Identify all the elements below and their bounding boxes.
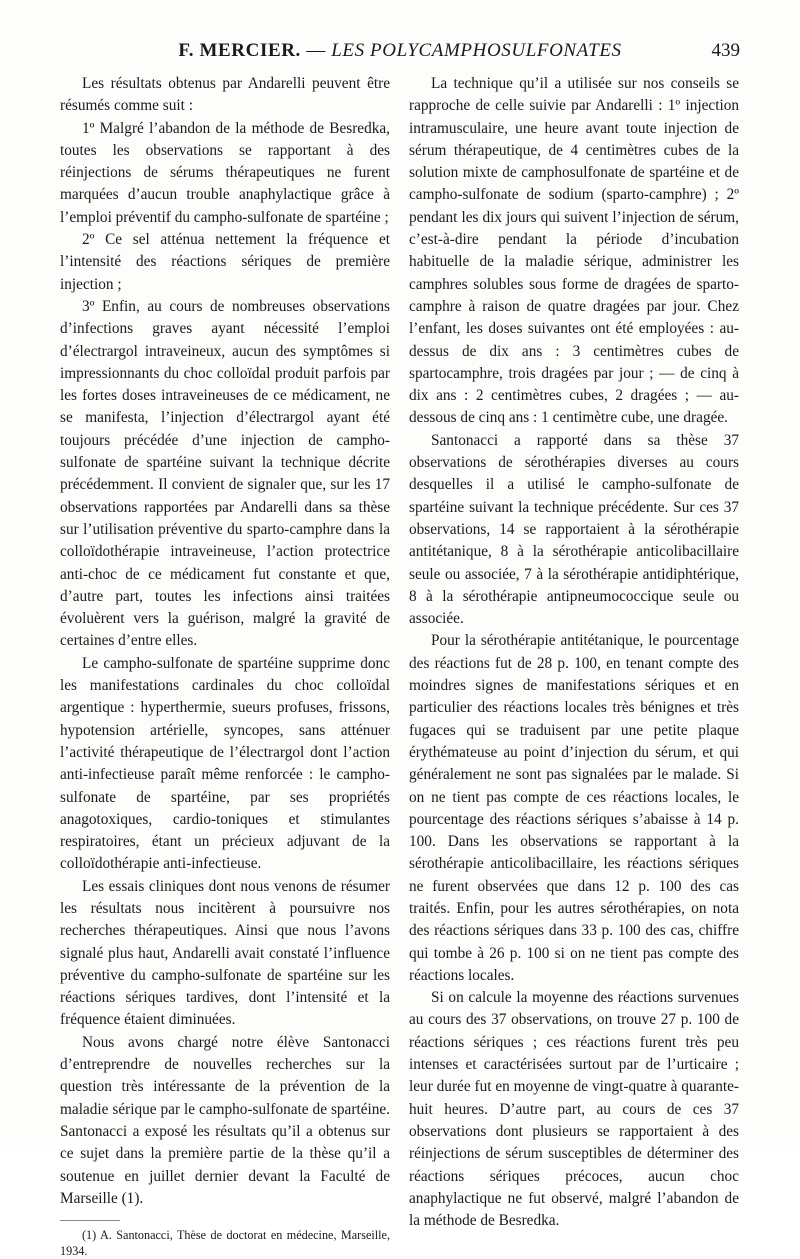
paragraph: Si on calcule la moyenne des réactions survenues au cours des 37 observations, on trouve 27 p. 100 de réactions sériques ; ces réactions furent très peu intenses et caractérisées surtout par de l’urticaire ; leur durée fut en moyenne de vingt-quatre à quarante-huit heures. D’autre part, au cours de ces 37 observations dont plusieurs se rapportaient à des réinjections de sérum susceptibles de déterminer des réactions sériques précoces, aucun choc anaphylactique ne fut observé, malgré l’abandon de la méthode de Besredka. bbox=[409, 989, 739, 1230]
paragraph: Pour la sérothérapie antitétanique, le pourcentage des réactions fut de 28 p. 100, en tenant compte des moindres signes de manifestations sériques et en particulier des réactions locales très bénignes et très fugaces qui se traduisent par une petite plaque érythémateuse au point d’injection du sérum, et qui généralement ne sont pas signalées par le malade. Si on ne tient pas compte de ces réactions locales, le pourcentage des réactions sériques s’abaisse à 14 p. 100. Dans les observations se rapportant à la sérothérapie anticolibacillaire, les réactions sériques ne furent observées que dans 12 p. 100 des cas traités. Enfin, pour les autres sérothérapies, on nota des réactions sériques dans 33 p. 100 des cas, chiffre qui tombe à 26 p. 100 si on ne tient pas compte des réactions locales. bbox=[409, 632, 739, 984]
paragraph: La technique qu’il a utilisée sur nos conseils se rapproche de celle suivie par Andarelli : 1º injection intramusculaire, une heure avant toute injection de sérum thérapeutique, de 4 centimètres cubes de la solution mixte de camphosulfonate de spartéine et de campho-sulfonate de sodium (sparto-camphre) ; 2º pendant les dix jours qui suivent l’injection de sérum, c’est-à-dire pendant la période d’incubation habituelle de la maladie sérique, administrer les camphres solubles sous forme de dragées de sparto-camphre à raison de quatre dragées par jour. Chez l’enfant, les doses suivantes ont été employées : au-dessus de dix ans : 3 centimètres cubes de spartocamphre, trois dragées par jour ; — de cinq à dix ans : 2 centimètres cubes, 2 dragées ; — au-dessous de cinq ans : 1 centimètre cube, une dragée. bbox=[409, 75, 739, 427]
page-number: 439 bbox=[711, 40, 740, 61]
paragraph: Le campho-sulfonate de spartéine supprime donc les manifestations cardinales du choc colloïdal argentique : hyperthermie, sueurs profuses, frissons, hypotension artérielle, syncopes, sans atténuer l’activité thérapeutique de l’électrargol dont l’action anti-infectieuse paraît même renforcée : le campho-sulfonate de spartéine, par ses propriétés anagotoxiques, cardio-toniques et stimulantes respiratoires, étant un précieux adjuvant de la colloïdothérapie anti-infectieuse. bbox=[60, 654, 390, 873]
paragraph: 3º Enfin, au cours de nombreuses observations d’infections graves ayant nécessité l’emploi d’électrargol intraveineux, aucun des symptômes si impressionnants du choc colloïdal produit parfois par les fortes doses intraveineuses de ce médicament, ne se manifesta, l’injection d’électrargol ayant été toujours précédée d’une injection de campho-sulfonate de spartéine suivant la technique décrite précédemment. Il convient de signaler que, sur les 17 observations rapportées par Andarelli dans sa thèse sur l’utilisation préventive du sparto-camphre dans la colloïdothérapie intraveineuse, l’action protectrice anti-choc de ce médicament fut constante et que, d’autre part, toutes les infections ainsi traitées évoluèrent vers la guérison, malgré la gravité de certaines d’entre elles. bbox=[60, 297, 390, 650]
running-header bbox=[60, 36, 740, 68]
paragraph: Les résultats obtenus par Andarelli peuvent être résumés comme suit : bbox=[60, 75, 390, 115]
paragraph: Santonacci a rapporté dans sa thèse 37 observations de sérothérapies diverses au cours desquelles il a utilisé le campho-sulfonate de spartéine suivant la technique précédente. Sur ces 37 observations, 14 se rapportaient à la sérothérapie antitétanique, 8 à la sérothérapie anticolibacillaire seule ou associée, 7 à la sérothérapie antidiphtérique, 8 à la sérothérapie antipneumococcique seule ou associée. bbox=[409, 431, 739, 628]
paragraph: 2º Ce sel atténua nettement la fréquence et l’intensité des réactions sériques de première injection ; bbox=[60, 231, 390, 293]
paragraph: Nous avons chargé notre élève Santonacci d’entreprendre de nouvelles recherches sur la question très intéressante de la prévention de la maladie sérique par le campho-sulfonate de spartéine. Santonacci a exposé les résultats qu’il a obtenus sur ce sujet dans la première partie de la thèse qu’il a soutenue en juillet dernier devant la Faculté de Marseille (1). bbox=[60, 1033, 390, 1207]
footnote: (1) A. Santonacci, Thèse de doctorat en médecine, Marseille, 1934. bbox=[60, 1228, 390, 1259]
right-column bbox=[409, 73, 739, 1232]
footnote-divider bbox=[60, 1220, 120, 1221]
header-author: F. MERCIER. bbox=[178, 40, 301, 61]
header-separator: — bbox=[300, 40, 332, 61]
paragraph: Les essais cliniques dont nous venons de résumer les résultats nous incitèrent à poursuivre nos recherches thérapeutiques. Ainsi que nous l’avons signalé plus haut, Andarelli avait constaté l’influence préventive du campho-sulfonate de spartéine sur les réactions sériques tardives, dont l’intensité et la fréquence étaient diminuées. bbox=[60, 877, 390, 1029]
header-series: LES POLYCAMPHOSULFONATES bbox=[331, 40, 622, 61]
paragraph: 1º Malgré l’abandon de la méthode de Besredka, toutes les observations se rapportant à des réinjections de sérums thérapeutiques ne furent marquées d’aucun trouble anaphylactique grâce à l’emploi préventif du campho-sulfonate de spartéine ; bbox=[60, 119, 390, 226]
header-title bbox=[60, 40, 740, 62]
left-column bbox=[60, 73, 390, 1259]
